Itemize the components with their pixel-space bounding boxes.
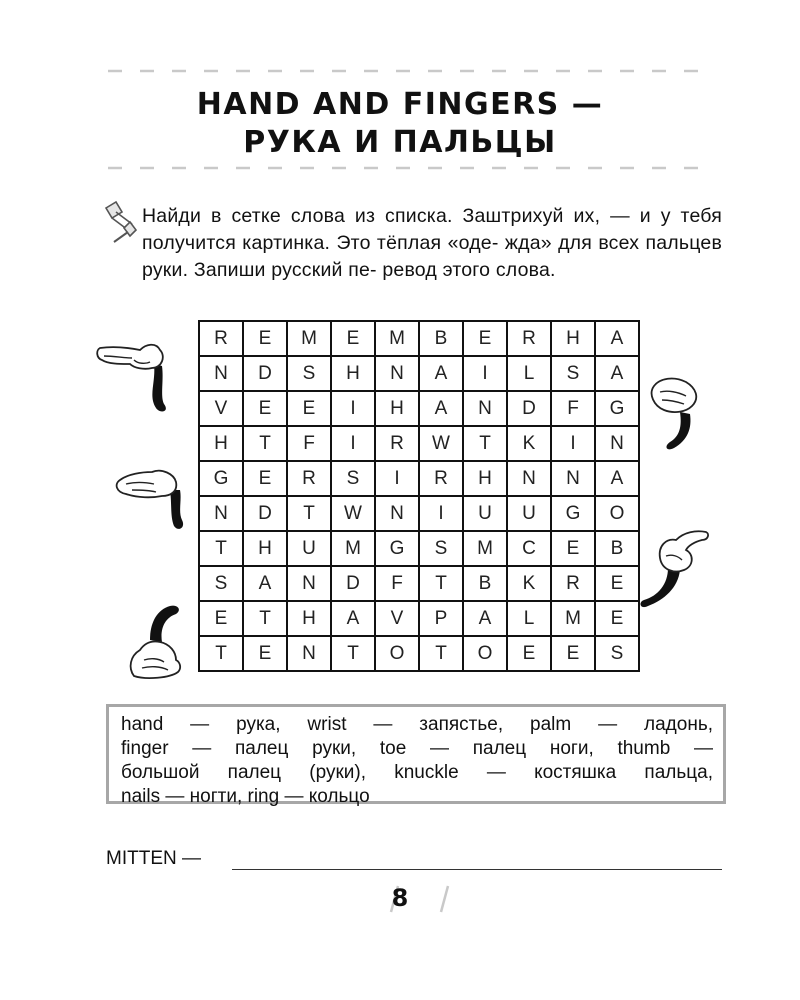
open-hand-icon xyxy=(120,600,190,680)
grid-cell[interactable]: T xyxy=(419,566,463,601)
title-russian: РУКА И ПАЛЬЦЫ xyxy=(243,125,557,160)
grid-cell[interactable]: O xyxy=(595,496,639,531)
grid-cell[interactable]: D xyxy=(243,496,287,531)
grid-cell[interactable]: B xyxy=(463,566,507,601)
grid-cell[interactable]: R xyxy=(287,461,331,496)
answer-input-line[interactable] xyxy=(232,869,722,870)
grid-cell[interactable]: H xyxy=(287,601,331,636)
glossary-line: большой палец (руки), knuckle — костяшка пальца, xyxy=(121,762,713,783)
glossary-line: hand — рука, wrist — запястье, palm — ладонь, xyxy=(121,714,713,735)
grid-cell[interactable]: U xyxy=(287,531,331,566)
grid-row xyxy=(199,566,639,601)
grid-cell[interactable]: I xyxy=(375,461,419,496)
grid-cell[interactable]: E xyxy=(507,636,551,671)
pointing-hand-icon xyxy=(634,526,714,610)
glossary-line: nails — ногти, ring — кольцо xyxy=(121,786,370,807)
grid-cell[interactable]: V xyxy=(199,391,243,426)
grid-cell[interactable]: R xyxy=(507,321,551,356)
grid-cell[interactable]: S xyxy=(595,636,639,671)
top-dashes-divider xyxy=(108,69,708,73)
grid-cell[interactable]: L xyxy=(507,356,551,391)
grid-cell[interactable]: K xyxy=(507,426,551,461)
grid-cell[interactable]: N xyxy=(551,461,595,496)
slash-decoration xyxy=(438,884,450,914)
grid-cell[interactable]: F xyxy=(375,566,419,601)
bottom-dashes-divider xyxy=(108,166,708,170)
grid-cell[interactable]: V xyxy=(375,601,419,636)
grid-cell[interactable]: N xyxy=(287,636,331,671)
grid-cell[interactable]: G xyxy=(375,531,419,566)
grid-cell[interactable]: E xyxy=(463,321,507,356)
grid-cell[interactable]: H xyxy=(375,391,419,426)
grid-cell[interactable]: T xyxy=(463,426,507,461)
grid-cell[interactable]: G xyxy=(551,496,595,531)
grid-cell[interactable]: A xyxy=(595,356,639,391)
grid-cell[interactable]: U xyxy=(463,496,507,531)
title-english: HAND AND FINGERS — xyxy=(196,87,604,122)
grid-row xyxy=(199,636,639,671)
page-number: 8 xyxy=(391,884,409,912)
pointing-hand-icon xyxy=(94,334,184,414)
grid-cell[interactable]: H xyxy=(463,461,507,496)
grid-cell[interactable]: E xyxy=(243,461,287,496)
answer-label: MITTEN — xyxy=(106,848,201,869)
grid-row xyxy=(199,356,639,391)
grid-cell[interactable]: N xyxy=(507,461,551,496)
grid-cell[interactable]: E xyxy=(551,531,595,566)
grid-cell[interactable]: F xyxy=(287,426,331,461)
grid-cell[interactable]: T xyxy=(287,496,331,531)
grid-cell[interactable]: E xyxy=(331,321,375,356)
grid-cell[interactable]: M xyxy=(331,531,375,566)
grid-cell[interactable]: A xyxy=(419,356,463,391)
grid-cell[interactable]: D xyxy=(243,356,287,391)
page-title xyxy=(0,86,800,162)
grid-row xyxy=(199,601,639,636)
grid-cell[interactable]: S xyxy=(419,531,463,566)
grid-cell[interactable]: A xyxy=(595,321,639,356)
grid-cell[interactable]: G xyxy=(199,461,243,496)
grid-cell[interactable]: I xyxy=(419,496,463,531)
grid-cell[interactable]: B xyxy=(595,531,639,566)
grid-cell[interactable]: U xyxy=(507,496,551,531)
grid-cell[interactable]: O xyxy=(463,636,507,671)
glossary-line: finger — палец руки, toe — палец ноги, thumb — xyxy=(121,738,713,759)
grid-cell[interactable]: T xyxy=(331,636,375,671)
grid-cell[interactable]: C xyxy=(507,531,551,566)
grid-cell[interactable]: T xyxy=(243,601,287,636)
grid-cell[interactable]: W xyxy=(419,426,463,461)
grid-cell[interactable]: A xyxy=(331,601,375,636)
grid-cell[interactable]: I xyxy=(331,391,375,426)
grid-cell[interactable]: T xyxy=(243,426,287,461)
grid-cell[interactable]: D xyxy=(331,566,375,601)
grid-row xyxy=(199,321,639,356)
grid-cell[interactable]: W xyxy=(331,496,375,531)
grid-cell[interactable]: N xyxy=(375,496,419,531)
grid-row xyxy=(199,426,639,461)
grid-cell[interactable]: T xyxy=(199,636,243,671)
grid-cell[interactable]: H xyxy=(243,531,287,566)
grid-cell[interactable]: S xyxy=(287,356,331,391)
grid-cell[interactable]: I xyxy=(331,426,375,461)
grid-cell[interactable]: S xyxy=(199,566,243,601)
grid-cell[interactable]: E xyxy=(551,636,595,671)
grid-cell[interactable]: E xyxy=(243,636,287,671)
grid-cell[interactable]: A xyxy=(463,601,507,636)
glossary-box xyxy=(106,704,726,807)
grid-row xyxy=(199,461,639,496)
grid-row xyxy=(199,391,639,426)
grid-cell[interactable]: K xyxy=(507,566,551,601)
grid-cell[interactable]: H xyxy=(551,321,595,356)
grid-cell[interactable]: A xyxy=(243,566,287,601)
grid-cell[interactable]: M xyxy=(551,601,595,636)
word-search-grid xyxy=(198,320,640,672)
grid-cell[interactable]: M xyxy=(375,321,419,356)
grid-cell[interactable]: F xyxy=(551,391,595,426)
grid-cell[interactable]: N xyxy=(287,566,331,601)
fist-hand-icon xyxy=(112,460,192,532)
grid-row xyxy=(199,531,639,566)
grid-cell[interactable]: E xyxy=(595,601,639,636)
peace-hand-icon xyxy=(640,372,710,452)
grid-cell[interactable]: N xyxy=(375,356,419,391)
grid-cell[interactable]: I xyxy=(463,356,507,391)
grid-cell[interactable]: S xyxy=(331,461,375,496)
grid-cell[interactable]: N xyxy=(463,391,507,426)
grid-cell[interactable]: N xyxy=(199,356,243,391)
grid-cell[interactable]: T xyxy=(199,531,243,566)
grid-cell[interactable]: R xyxy=(551,566,595,601)
grid-cell[interactable]: E xyxy=(243,321,287,356)
grid-cell[interactable]: M xyxy=(463,531,507,566)
grid-cell[interactable]: M xyxy=(287,321,331,356)
grid-cell[interactable]: O xyxy=(375,636,419,671)
grid-cell[interactable]: L xyxy=(507,601,551,636)
grid-cell[interactable]: N xyxy=(595,426,639,461)
grid-cell[interactable]: D xyxy=(507,391,551,426)
grid-row xyxy=(199,496,639,531)
grid-cell[interactable]: N xyxy=(199,496,243,531)
grid-cell[interactable]: I xyxy=(551,426,595,461)
grid-cell[interactable]: R xyxy=(375,426,419,461)
grid-cell[interactable]: G xyxy=(595,391,639,426)
grid-cell[interactable]: H xyxy=(199,426,243,461)
grid-cell[interactable]: A xyxy=(419,391,463,426)
grid-cell[interactable]: A xyxy=(595,461,639,496)
grid-cell[interactable]: E xyxy=(243,391,287,426)
grid-cell[interactable]: E xyxy=(199,601,243,636)
grid-cell[interactable]: S xyxy=(551,356,595,391)
grid-cell[interactable]: E xyxy=(595,566,639,601)
grid-cell[interactable]: P xyxy=(419,601,463,636)
grid-cell[interactable]: T xyxy=(419,636,463,671)
grid-cell[interactable]: R xyxy=(199,321,243,356)
grid-cell[interactable]: R xyxy=(419,461,463,496)
grid-cell[interactable]: H xyxy=(331,356,375,391)
pushpin-icon xyxy=(102,200,138,249)
grid-cell[interactable]: E xyxy=(287,391,331,426)
instruction-text: Найди в сетке слова из списка. Заштрихуй их, — и у тебя получится картинка. Это тёплая «оде- жда» для всех пальцев руки. Запиши русский пе- ревод этого слова. xyxy=(142,205,722,281)
grid-cell[interactable]: B xyxy=(419,321,463,356)
